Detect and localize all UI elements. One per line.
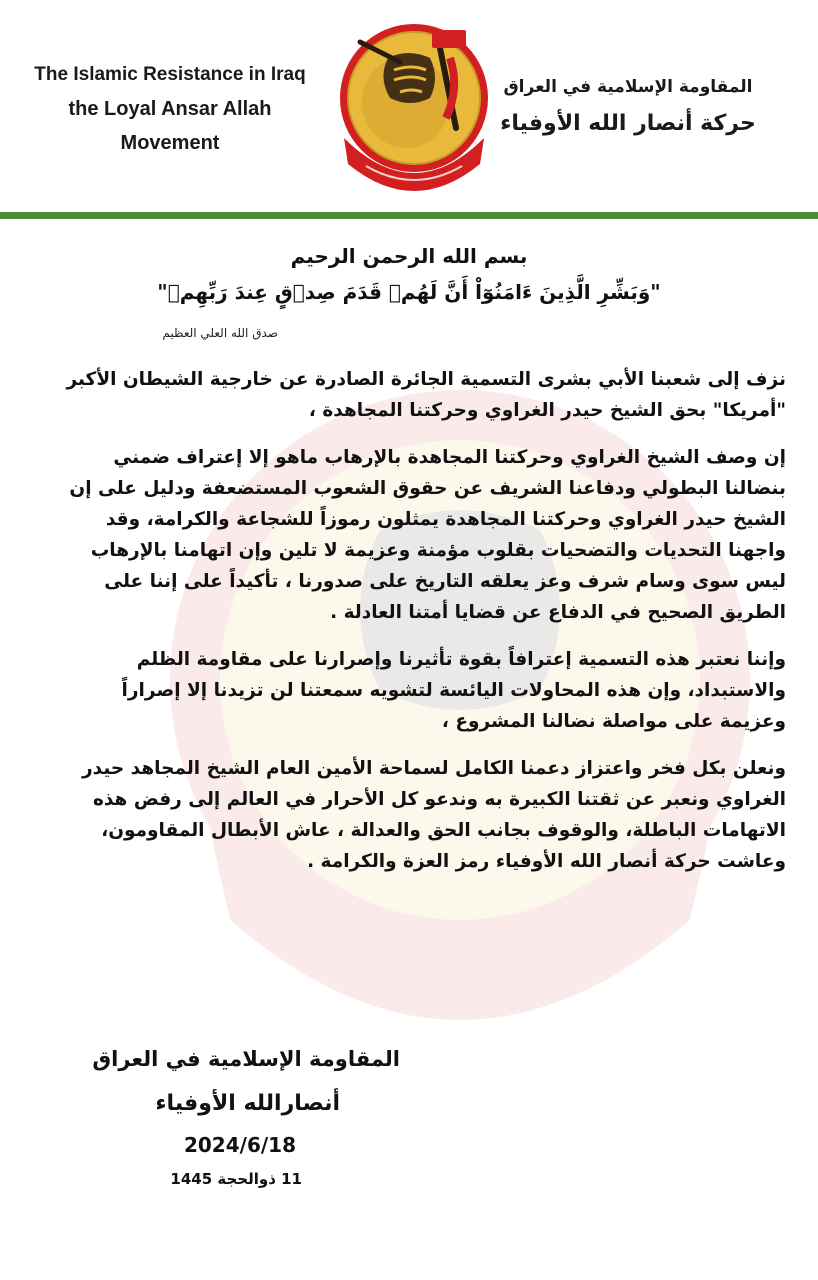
english-title-line-1: The Islamic Resistance in Iraq bbox=[34, 64, 306, 85]
signature-block bbox=[60, 1042, 400, 1192]
arabic-title-line-2: حركة أنصار الله الأوفياء bbox=[500, 111, 756, 136]
movement-emblem-icon bbox=[330, 18, 498, 198]
statement-body bbox=[56, 364, 786, 893]
signature-date-gregorian: 2024/6/18 bbox=[183, 1133, 296, 1157]
quran-verse: "وَبَشِّرِ الَّذِينَ ءَامَنُوٓاْ أَنَّ لَهُمۡ قَدَمَ صِدۡقٍ عِندَ رَبِّهِمۡ" bbox=[157, 280, 661, 304]
english-title-line-2: the Loyal Ansar Allah bbox=[68, 98, 272, 120]
arabic-title-line-1: المقاومة الإسلامية في العراق bbox=[503, 77, 753, 97]
letterhead bbox=[0, 0, 818, 212]
verse-closing: صدق الله العلي العظيم bbox=[162, 326, 278, 340]
signature-date-hijri: 11 ذوالحجة 1445 bbox=[170, 1170, 302, 1188]
arabic-title-block bbox=[498, 74, 758, 142]
english-title-line-3: Movement bbox=[120, 132, 220, 154]
paragraph-1: نزف إلى شعبنا الأبي بشرى التسمية الجائرة الصادرة عن خارجية الشيطان الأكبر "أمريكا" بحق الشيخ حيدر الغراوي وحركتنا المجاهدة ، bbox=[66, 369, 786, 421]
signature-org: المقاومة الإسلامية في العراق bbox=[92, 1047, 400, 1071]
paragraph-4: ونعلن بكل فخر واعتزاز دعمنا الكامل لسماحة الأمين العام الشيخ المجاهد حيدر الغراوي ونعبر عن ثقتنا الكبيرة به وندعو كل الأحرار في العالم إلى رفض هذه الاتهامات الباطلة، والوقوف بجانب الحق والعدالة ، عاش الأبطال المقاومون، وعاشت حركة أنصار الله الأوفياء رمز العزة والكرامة . bbox=[81, 758, 786, 872]
basmala: بسم الله الرحمن الرحيم bbox=[290, 244, 528, 268]
header-divider bbox=[0, 212, 818, 219]
english-title-block bbox=[20, 62, 320, 158]
signature-name: أنصارالله الأوفياء bbox=[155, 1091, 340, 1116]
paragraph-3: وإننا نعتبر هذه التسمية إعترافاً بقوة تأثيرنا وإصرارنا على مقاومة الظلم والاستبداد، وإن هذه المحاولات اليائسة لتشويه سمعتنا لن تزيدنا إلا إصراراً وعزيمة على مواصلة نضالنا المشروع ، bbox=[121, 649, 786, 732]
paragraph-2: إن وصف الشيخ الغراوي وحركتنا المجاهدة بالإرهاب ماهو إلا إعتراف ضمني بنضالنا البطولي ودفاعنا الشريف عن حقوق الشعوب المستضعفة ودليل على إن الشيخ حيدر الغراوي وحركتنا المجاهدة يمثلون رموزاً للشجاعة والكرامة، وقد واجهنا التحديات والتضحيات بقلوب مؤمنة وعزيمة لا تلين وإن اتهامنا بالإرهاب ليس سوى وسام شرف وعز يعلقه التاريخ على صدورنا ، تأكيداً على إننا على الطريق الصحيح في الدفاع عن قضايا أمتنا العادلة . bbox=[69, 447, 786, 623]
